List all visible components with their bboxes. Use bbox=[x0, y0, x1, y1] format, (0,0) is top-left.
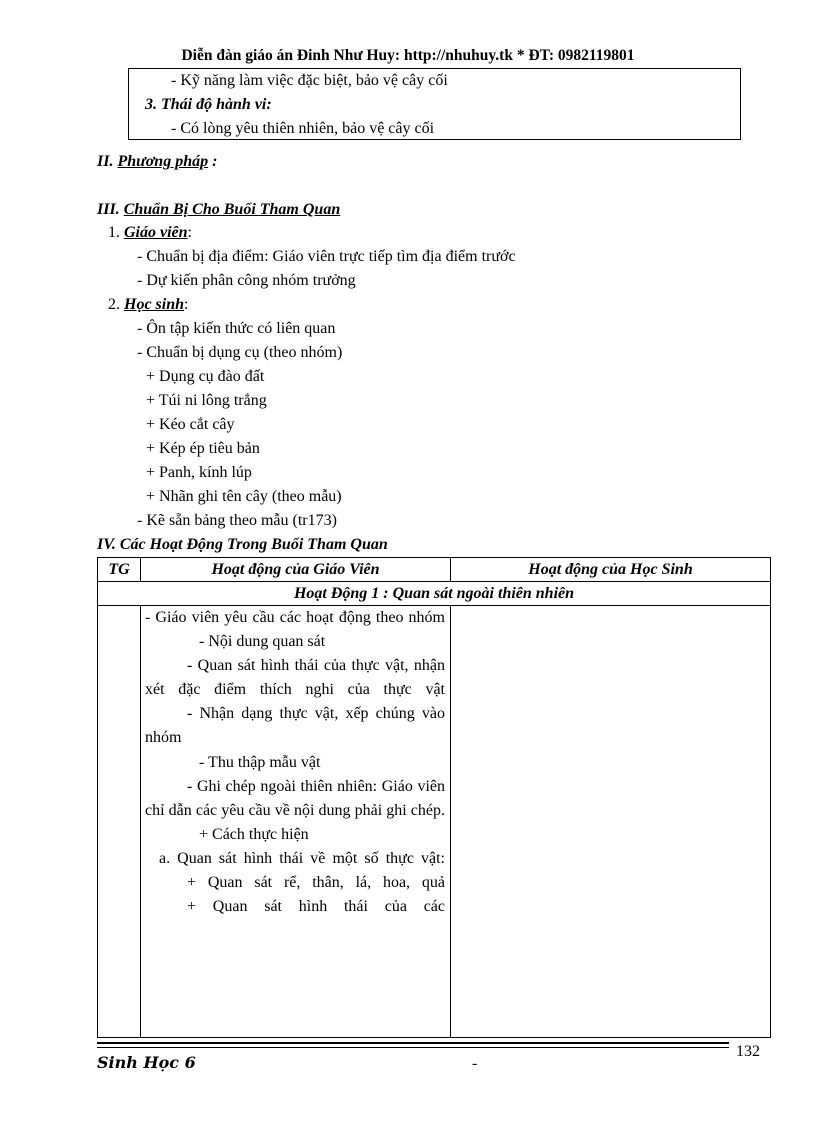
tool-item: + Túi ni lông trắng bbox=[146, 392, 267, 409]
student-item-last: - Kẽ sẵn bảng theo mẫu (tr173) bbox=[137, 512, 337, 529]
col-header-student: Hoạt động của Học Sinh bbox=[451, 558, 771, 582]
tool-item: + Dụng cụ đào đất bbox=[146, 368, 265, 385]
footer-subject: Sinh Học 6 bbox=[97, 1053, 196, 1072]
col-header-time: TG bbox=[98, 558, 141, 582]
tool-item: + Kéo cắt cây bbox=[146, 416, 235, 433]
student-activity-cell bbox=[451, 606, 771, 1038]
activity-1-title: Hoạt Động 1 : Quan sát ngoài thiên nhiên bbox=[98, 582, 771, 606]
section-2-suffix: : bbox=[208, 153, 218, 170]
teacher-item: - Dự kiến phân công nhóm trưởng bbox=[137, 272, 356, 289]
teacher-activity-line: + Quan sát rể, thân, lá, hoa, quả bbox=[187, 874, 445, 892]
teacher-activity-line: - Giáo viên yêu cầu các hoạt động theo nhóm bbox=[145, 609, 445, 626]
teacher-num: 1. bbox=[108, 224, 120, 241]
page-header: Diễn đàn giáo án Đinh Như Huy: http://nhuhuy.tk * ĐT: 0982119801 bbox=[181, 47, 635, 64]
col-header-teacher: Hoạt động của Giáo Viên bbox=[141, 558, 451, 582]
teacher-activity-line: - Nội dung quan sát bbox=[199, 633, 326, 651]
page-number: 132 bbox=[736, 1043, 760, 1060]
tool-item: + Panh, kính lúp bbox=[146, 464, 252, 481]
box-line-skill: - Kỹ năng làm việc đặc biệt, bảo vệ cây cối bbox=[171, 72, 448, 89]
teacher-activity-line: - Ghi chép ngoài thiên nhiên: Giáo viên chỉ dẫn các yêu cầu về nội dung phải ghi chép. bbox=[145, 777, 445, 819]
section-3-heading bbox=[97, 201, 340, 219]
tool-item: + Nhãn ghi tên cây (theo mẫu) bbox=[146, 488, 342, 505]
teacher-activity-line: + Cách thực hiện bbox=[199, 825, 309, 843]
footer-dash: - bbox=[472, 1055, 478, 1072]
section-3-roman: III. bbox=[97, 201, 120, 218]
activities-table bbox=[97, 557, 771, 1038]
footer-rule bbox=[97, 1042, 729, 1044]
student-item: - Ôn tập kiến thức có liên quan bbox=[137, 320, 336, 337]
student-label: Học sinh bbox=[124, 296, 185, 313]
teacher-activity-line: + Quan sát hình thái của các bbox=[187, 898, 445, 916]
section-2-title: Phương pháp bbox=[117, 153, 209, 170]
teacher-activity-cell bbox=[141, 606, 451, 1038]
teacher-label: Giáo viên bbox=[124, 224, 188, 241]
section-2-roman: II. bbox=[97, 153, 114, 170]
teacher-activity-line: - Thu thập mẫu vật bbox=[199, 753, 321, 771]
box-line-attitude: - Có lòng yêu thiên nhiên, bảo vệ cây cối bbox=[171, 120, 435, 137]
teacher-item: - Chuẩn bị địa điểm: Giáo viên trực tiếp tìm địa điểm trước bbox=[137, 248, 516, 265]
footer-rule-thin bbox=[97, 1047, 729, 1048]
section-3-title: Chuẩn Bị Cho Buổi Tham Quan bbox=[123, 201, 341, 218]
teacher-activity-line: - Quan sát hình thái của thực vật, nhận xét đặc điểm thích nghi của thực vật bbox=[145, 657, 445, 699]
tool-item: + Kép ép tiêu bản bbox=[146, 440, 260, 457]
student-heading: 2. Học sinh: bbox=[108, 296, 189, 313]
time-cell bbox=[98, 606, 141, 1038]
box-heading-attitude: 3. Thái độ hành vi: bbox=[145, 96, 272, 113]
teacher-activity-line: a. Quan sát hình thái về một số thực vật: bbox=[159, 849, 445, 867]
teacher-activity-line: - Nhận dạng thực vật, xếp chúng vào nhóm bbox=[145, 705, 445, 747]
section-2-heading bbox=[97, 153, 217, 171]
teacher-heading: 1. Giáo viên: bbox=[108, 224, 192, 241]
student-item: - Chuẩn bị dụng cụ (theo nhóm) bbox=[137, 344, 343, 361]
student-num: 2. bbox=[108, 296, 120, 313]
section-4-heading: IV. Các Hoạt Động Trong Buổi Tham Quan bbox=[97, 536, 388, 553]
